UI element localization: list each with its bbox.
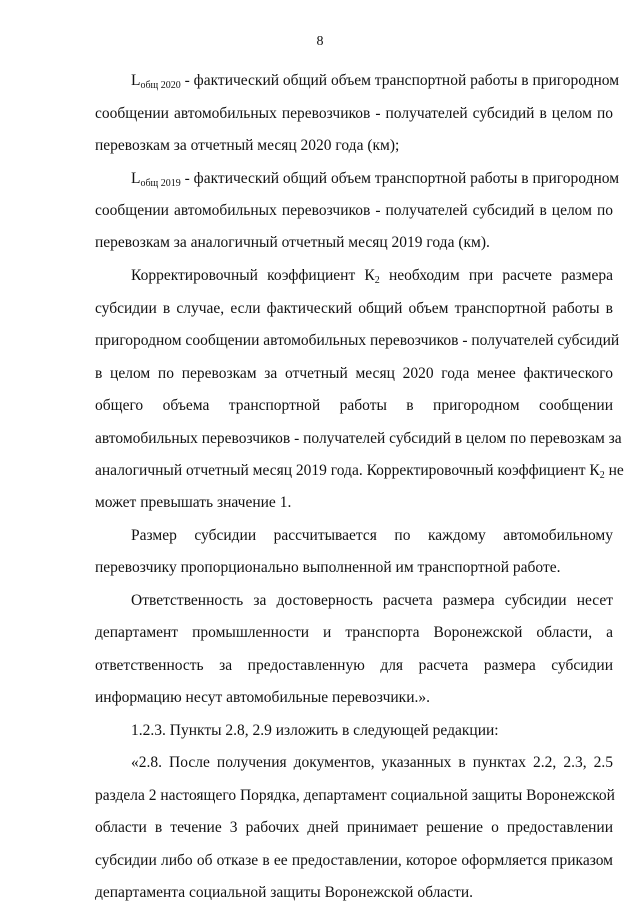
responsibility-paragraph-line-2: департамент промышленности и транспорта Воронежской области, а bbox=[95, 624, 613, 641]
k2-text-continued: необходим при расчете размера bbox=[379, 267, 613, 284]
item-1-2-3: 1.2.3. Пункты 2.8, 2.9 изложить в следующей редакции: bbox=[131, 722, 499, 739]
definition-2019-line-1 bbox=[131, 170, 620, 189]
k2-text-continued: не bbox=[604, 462, 624, 479]
k2-paragraph-line-1 bbox=[131, 267, 613, 285]
size-paragraph-line-1: Размер субсидии рассчитывается по каждому автомобильному bbox=[131, 527, 613, 544]
k2-paragraph-line-3: пригородном сообщении автомобильных перевозчиков - получателей субсидий bbox=[95, 332, 620, 349]
symbol-subscript: общ 2020 bbox=[140, 80, 181, 91]
k2-paragraph-line-5: общего объема транспортной работы в пригородном сообщении bbox=[95, 397, 613, 414]
paragraph-2-8-line-2: раздела 2 настоящего Порядка, департамент социальной защиты Воронежской bbox=[95, 787, 615, 804]
responsibility-paragraph-line-1: Ответственность за достоверность расчета размера субсидии несет bbox=[131, 592, 613, 609]
k2-paragraph-line-4: в целом по перевозкам за отчетный месяц 2020 года менее фактического bbox=[95, 365, 613, 382]
page-number: 8 bbox=[316, 34, 324, 49]
paragraph-2-8-line-3: области в течение 3 рабочих дней принимает решение о предоставлении bbox=[95, 819, 613, 836]
paragraph-2-8-line-4: субсидии либо об отказе в ее предоставлении, которое оформляется приказом bbox=[95, 852, 613, 869]
definition-2020-line-1 bbox=[131, 72, 620, 91]
k2-text: аналогичный отчетный месяц 2019 года. Корректировочный коэффициент К bbox=[95, 462, 600, 479]
definition-2019-line-3: перевозкам за аналогичный отчетный месяц 2019 года (км). bbox=[95, 234, 490, 251]
k2-subscript: 2 bbox=[374, 275, 380, 286]
k2-paragraph-line-7 bbox=[95, 462, 624, 481]
k2-paragraph-line-8: может превышать значение 1. bbox=[95, 494, 292, 511]
k2-subscript: 2 bbox=[599, 470, 605, 481]
symbol-subscript: общ 2019 bbox=[140, 178, 181, 189]
responsibility-paragraph-line-4: информацию несут автомобильные перевозчики.». bbox=[95, 689, 430, 706]
symbol-l: L bbox=[131, 170, 141, 187]
k2-paragraph-line-2: субсидии в случае, если фактический общий объем транспортной работы в bbox=[95, 300, 613, 317]
k2-paragraph-line-6: автомобильных перевозчиков - получателей субсидий в целом по перевозкам за bbox=[95, 430, 622, 447]
paragraph-2-8-line-1: «2.8. После получения документов, указанных в пунктах 2.2, 2.3, 2.5 bbox=[131, 754, 613, 771]
paragraph-2-8-line-5: департамента социальной защиты Воронежской области. bbox=[95, 884, 474, 901]
symbol-l: L bbox=[131, 72, 141, 89]
definition-2020-line-3: перевозкам за отчетный месяц 2020 года (км); bbox=[95, 137, 400, 154]
definition-2020-line-2: сообщении автомобильных перевозчиков - получателей субсидий в целом по bbox=[95, 105, 613, 122]
definition-2019-line-2: сообщении автомобильных перевозчиков - получателей субсидий в целом по bbox=[95, 202, 613, 219]
k2-text: Корректировочный коэффициент К bbox=[131, 267, 375, 284]
responsibility-paragraph-line-3: ответственность за предоставленную для расчета размера субсидии bbox=[95, 657, 613, 674]
definition-text: - фактический общий объем транспортной работы в пригородном bbox=[180, 170, 620, 187]
size-paragraph-line-2: перевозчику пропорционально выполненной им транспортной работе. bbox=[95, 559, 561, 576]
definition-text: - фактический общий объем транспортной работы в пригородном bbox=[180, 72, 620, 89]
